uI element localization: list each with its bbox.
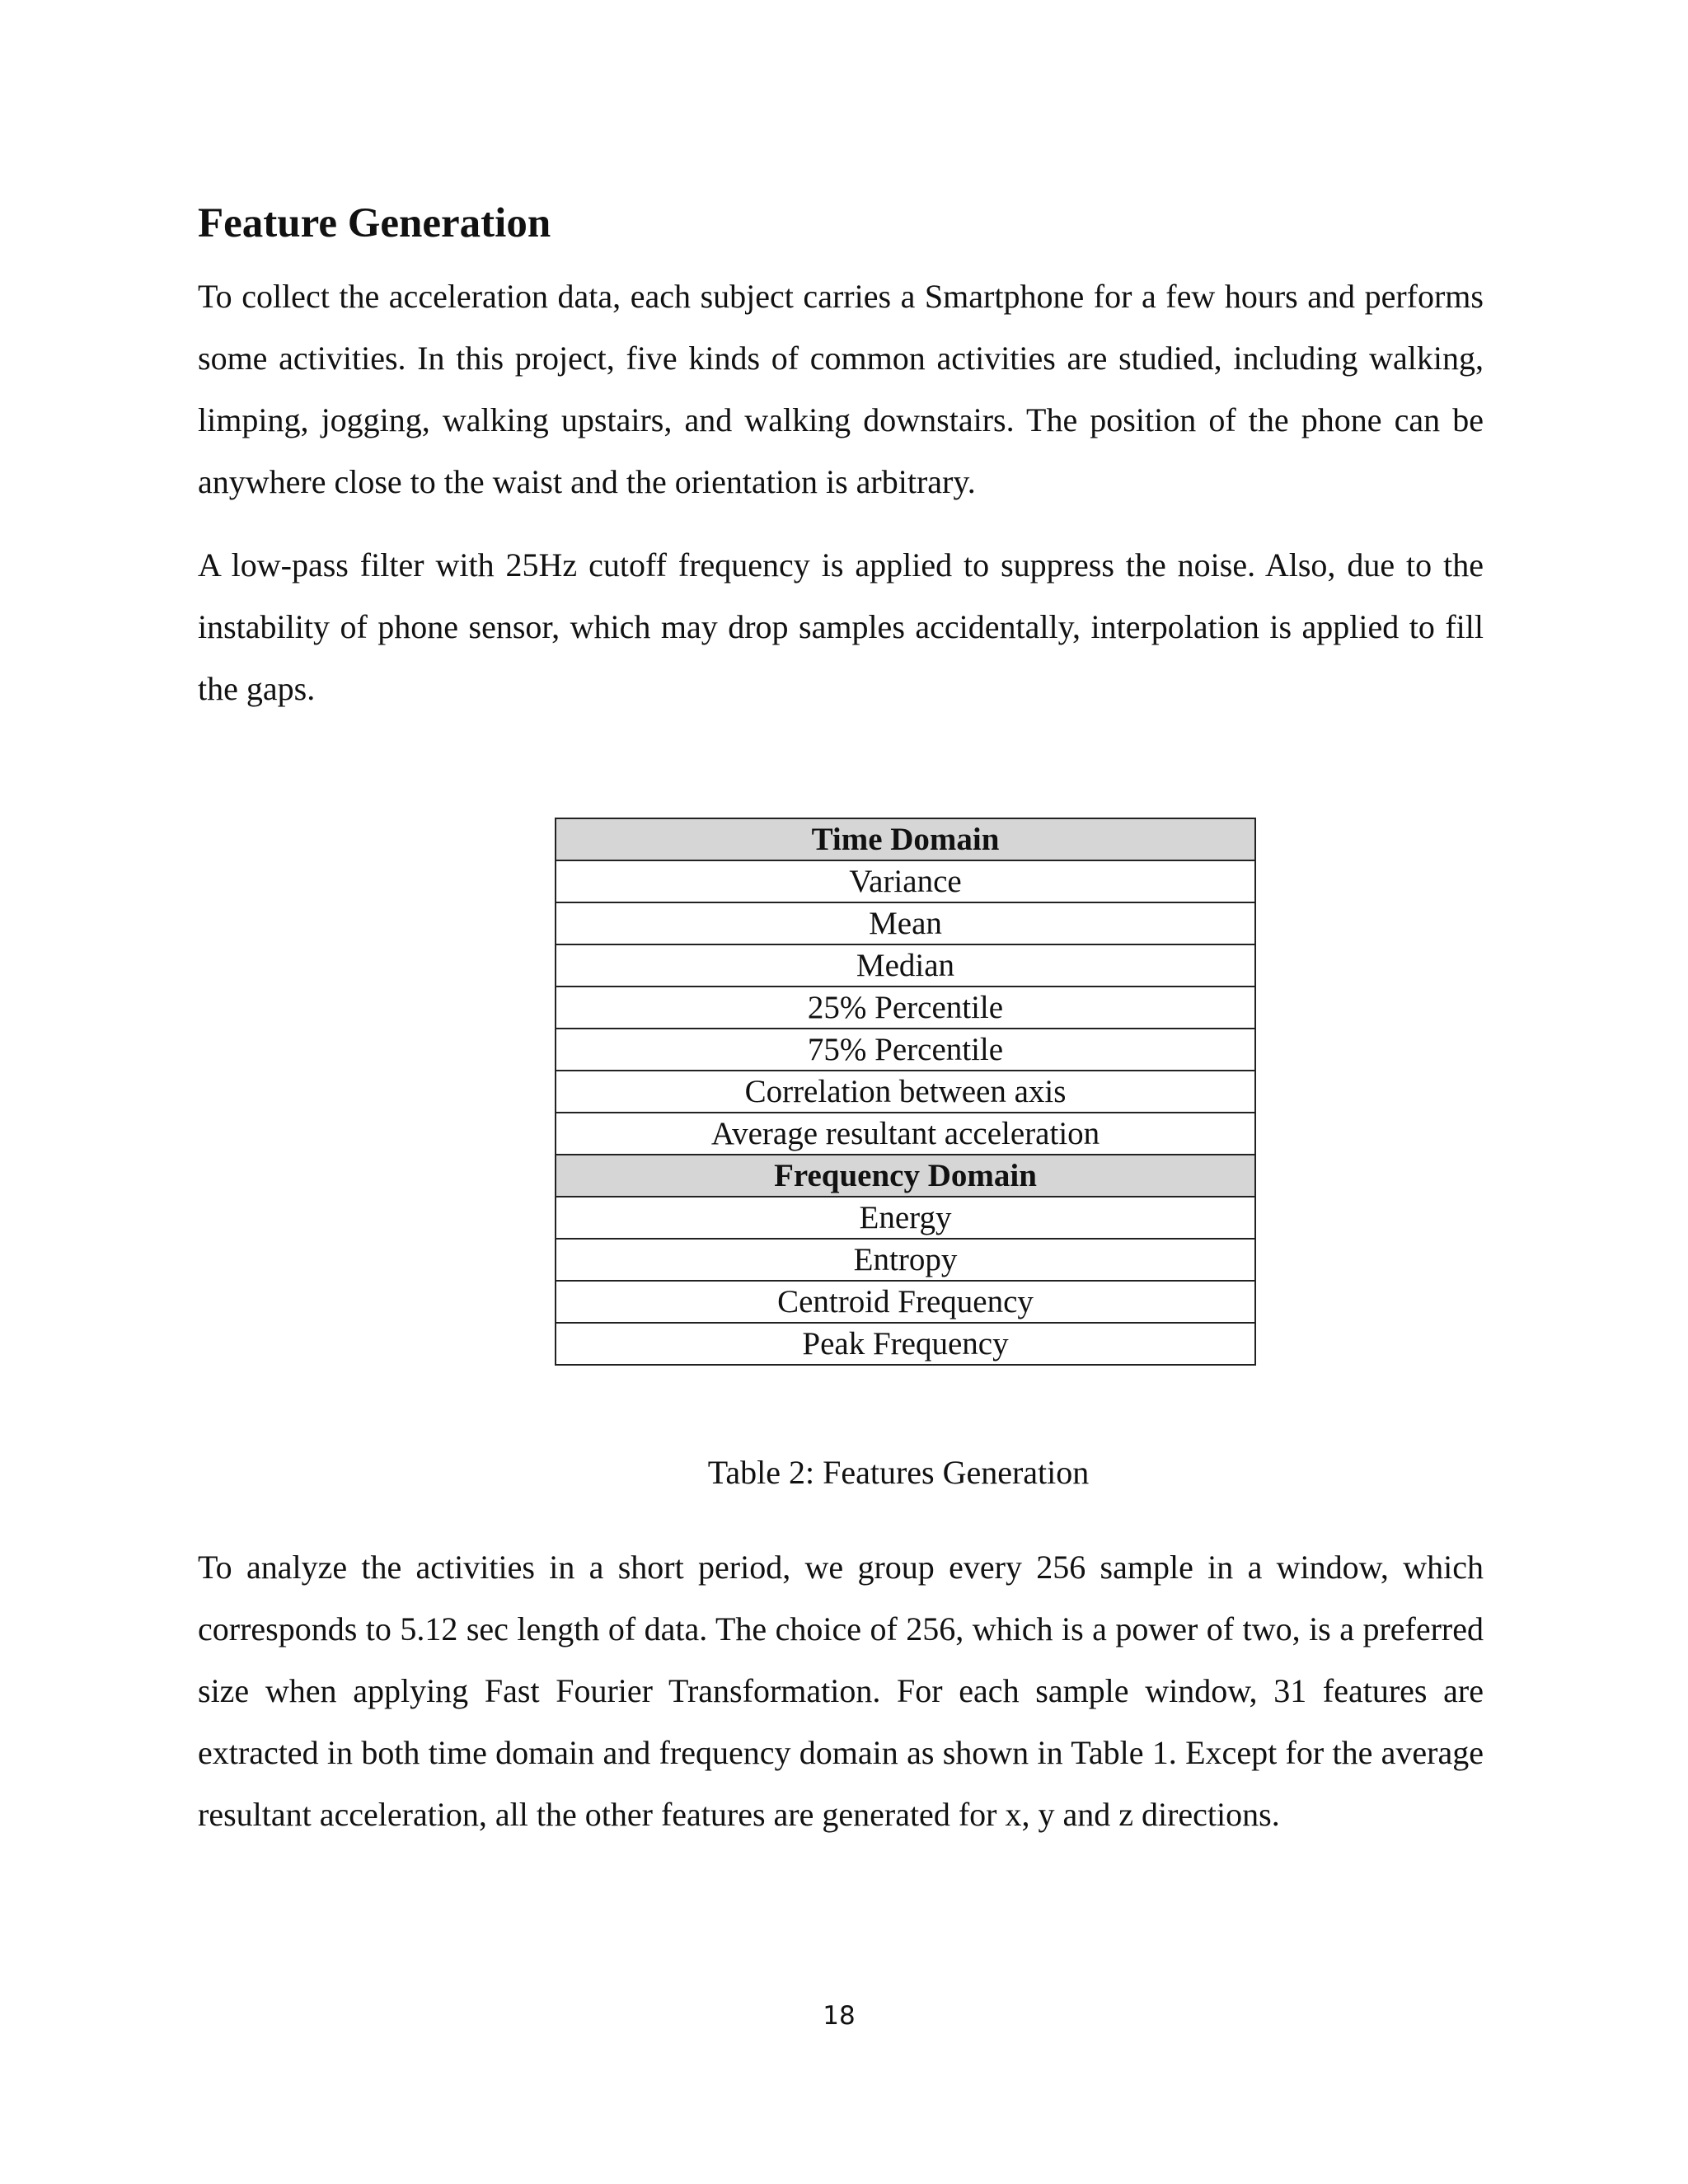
table-row — [556, 1197, 1255, 1239]
table-row — [556, 902, 1255, 944]
paragraph-windowing: To analyze the activities in a short period, we group every 256 sample in a window, which corresponds to 5.12 sec length of data. The choice of 256, which is a power of two, is a preferred size when applying Fast Fourier Transformation. For each sample window, 31 features are extracted in both time domain and frequency domain as shown in Table 1. Except for the average resultant acceleration, all the other features are generated for x, y and z directions. — [198, 1549, 1484, 1833]
features-table — [555, 818, 1256, 1366]
table-row — [556, 987, 1255, 1029]
table-cell: Energy — [556, 1197, 1255, 1239]
table-row — [556, 860, 1255, 902]
table-row — [556, 1071, 1255, 1113]
table-row — [556, 1239, 1255, 1281]
table-group-row — [556, 818, 1255, 860]
page-number: 18 — [823, 2001, 856, 2031]
table-row — [556, 1323, 1255, 1365]
table-row — [556, 1113, 1255, 1155]
section-heading: Feature Generation — [198, 200, 551, 246]
paragraph-filtering: A low-pass filter with 25Hz cutoff frequency is applied to suppress the noise. Also, due to the instability of phone sensor, which may drop samples accidentally, interpolation is applied to fill the gaps. — [198, 546, 1484, 707]
table-group-row — [556, 1155, 1255, 1197]
table-cell: Entropy — [556, 1239, 1255, 1281]
table-cell: Time Domain — [556, 818, 1255, 860]
table-cell: Frequency Domain — [556, 1155, 1255, 1197]
table-caption: Table 2: Features Generation — [707, 1454, 1090, 1491]
table-cell: Variance — [556, 860, 1255, 902]
table-cell: Correlation between axis — [556, 1071, 1255, 1113]
table-cell: Peak Frequency — [556, 1323, 1255, 1365]
table-cell: 25% Percentile — [556, 987, 1255, 1029]
table-cell: Centroid Frequency — [556, 1281, 1255, 1323]
table-cell: Average resultant acceleration — [556, 1113, 1255, 1155]
table-row — [556, 944, 1255, 987]
table-row — [556, 1029, 1255, 1071]
table-cell: Median — [556, 944, 1255, 987]
table-cell: Mean — [556, 902, 1255, 944]
table-row — [556, 1281, 1255, 1323]
paragraph-data-collection: To collect the acceleration data, each subject carries a Smartphone for a few hours and performs some activities. In this project, five kinds of common activities are studied, including walking, limping, jogging, walking upstairs, and walking downstairs. The position of the phone can be anywhere close to the waist and the orientation is arbitrary. — [198, 278, 1484, 500]
table-cell: 75% Percentile — [556, 1029, 1255, 1071]
